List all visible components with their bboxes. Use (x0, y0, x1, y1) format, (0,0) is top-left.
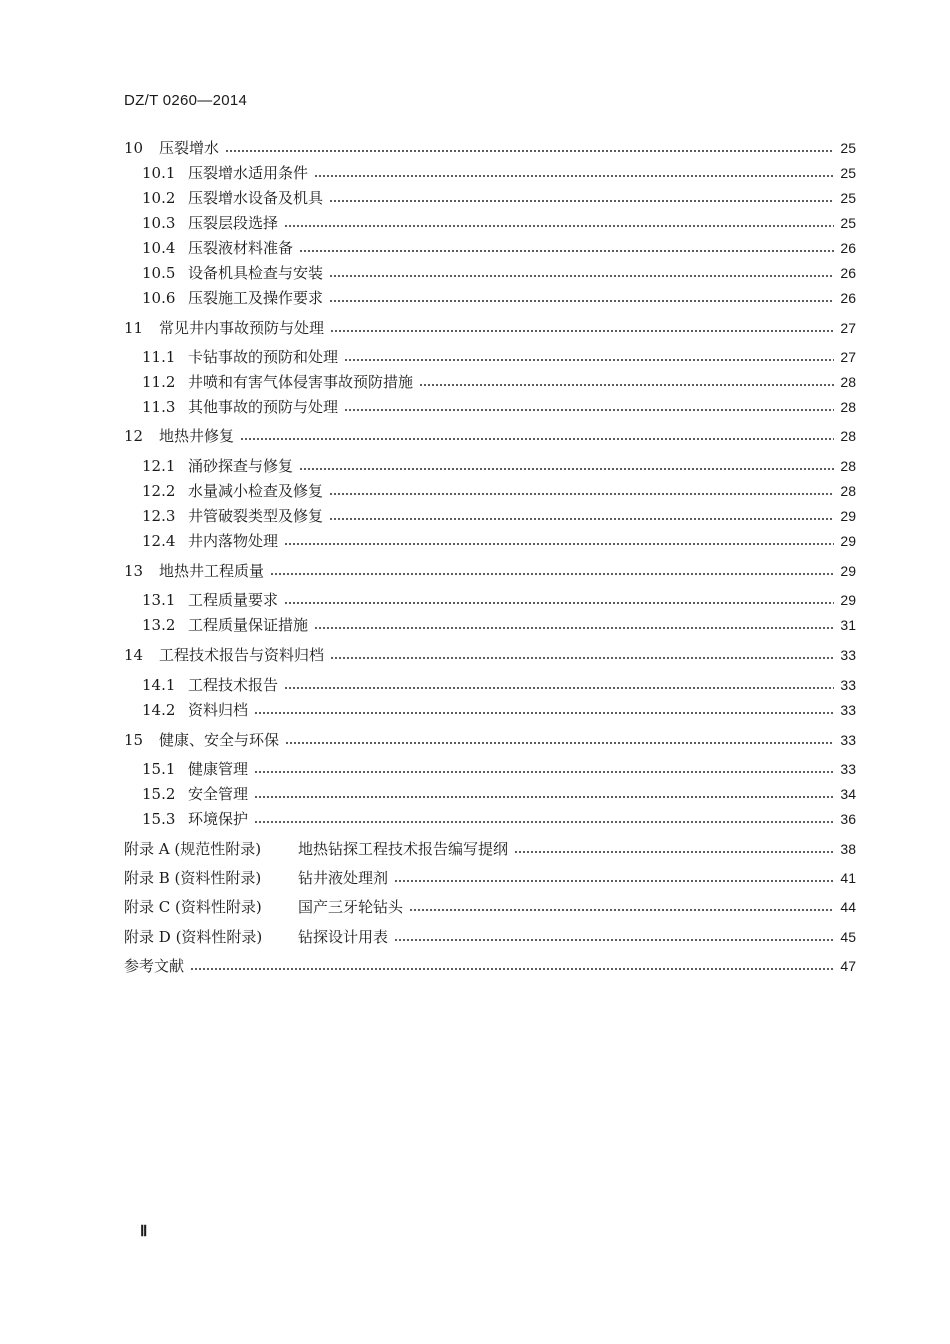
toc-entry[interactable] (124, 955, 856, 977)
toc-entry-title: 健康、安全与环保 (159, 731, 280, 749)
toc-entry[interactable] (124, 212, 856, 234)
toc-entry-number: 15.1 (142, 760, 176, 778)
toc-entry-page: 28 (840, 399, 856, 415)
toc-entry-number: 14.1 (142, 676, 176, 694)
toc-entry[interactable] (124, 187, 856, 209)
toc-entry-page: 33 (840, 647, 856, 663)
dot-leader (329, 262, 834, 284)
dot-leader (270, 560, 834, 582)
toc-entry-number: 14.2 (142, 701, 176, 719)
toc-entry-page: 26 (840, 265, 856, 281)
toc-entry[interactable] (124, 530, 856, 552)
toc-entry[interactable] (124, 505, 856, 527)
toc-entry-number: 附录 D (资料性附录) (124, 928, 263, 946)
toc-entry-number: 12.1 (142, 457, 176, 475)
toc-entry-page: 45 (840, 929, 856, 945)
toc-entry-page: 27 (840, 320, 856, 336)
table-of-contents (124, 0, 856, 1000)
toc-entry-title: 压裂增水适用条件 (188, 164, 309, 182)
toc-entry-page: 44 (840, 899, 856, 915)
toc-entry[interactable] (124, 455, 856, 477)
dot-leader (329, 505, 834, 527)
toc-entry-number: 12.2 (142, 482, 176, 500)
toc-entry-page: 38 (840, 841, 856, 857)
toc-entry-page: 28 (840, 374, 856, 390)
toc-entry-number: 13.2 (142, 616, 176, 634)
toc-entry-page: 33 (840, 677, 856, 693)
toc-entry[interactable] (124, 346, 856, 368)
toc-entry-page: 31 (840, 617, 856, 633)
toc-entry[interactable] (124, 237, 856, 259)
toc-entry-title: 压裂液材料准备 (188, 239, 294, 257)
toc-entry-page: 25 (840, 165, 856, 181)
toc-entry-title: 压裂施工及操作要求 (188, 289, 324, 307)
toc-entry-title: 资料归档 (188, 701, 249, 719)
toc-entry[interactable] (124, 560, 856, 582)
toc-entry[interactable] (124, 729, 856, 751)
toc-entry-page: 34 (840, 786, 856, 802)
dot-leader (190, 955, 834, 977)
toc-entry-title: 工程质量保证措施 (188, 616, 309, 634)
document-code: DZ/T 0260—2014 (124, 92, 248, 109)
toc-entry-page: 26 (840, 240, 856, 256)
toc-entry[interactable] (124, 371, 856, 393)
toc-entry[interactable] (124, 783, 856, 805)
toc-entry-number: 附录 B (资料性附录) (124, 869, 262, 887)
dot-leader (284, 674, 834, 696)
toc-entry-title: 地热井修复 (159, 427, 235, 445)
toc-entry-title: 环境保护 (188, 810, 249, 828)
toc-entry-page: 33 (840, 761, 856, 777)
dot-leader (314, 614, 834, 636)
page-folio: Ⅱ (140, 1224, 148, 1240)
toc-entry[interactable] (124, 867, 856, 889)
toc-entry-page: 28 (840, 428, 856, 444)
toc-entry-number: 附录 A (规范性附录) (124, 840, 262, 858)
toc-entry-number: 14 (124, 646, 144, 664)
toc-entry-title: 压裂增水 (159, 139, 220, 157)
toc-entry-title: 国产三牙轮钻头 (298, 898, 404, 916)
toc-entry-page: 28 (840, 483, 856, 499)
toc-entry-page: 28 (840, 458, 856, 474)
dot-leader (299, 237, 834, 259)
dot-leader (240, 425, 834, 447)
toc-entry-page: 29 (840, 592, 856, 608)
toc-entry-number: 附录 C (资料性附录) (124, 898, 262, 916)
toc-entry-number: 12.4 (142, 532, 176, 550)
toc-entry-number: 12.3 (142, 507, 176, 525)
toc-entry-title: 钻探设计用表 (298, 928, 389, 946)
toc-entry-number: 10.4 (142, 239, 176, 257)
dot-leader (344, 396, 834, 418)
toc-entry[interactable] (124, 699, 856, 721)
dot-leader (314, 162, 834, 184)
dot-leader (284, 530, 834, 552)
toc-entry-number: 10.2 (142, 189, 176, 207)
toc-entry-number: 13 (124, 562, 144, 580)
toc-entry[interactable] (124, 480, 856, 502)
toc-entry-title: 安全管理 (188, 785, 249, 803)
toc-entry[interactable] (124, 589, 856, 611)
dot-leader (284, 589, 834, 611)
toc-entry[interactable] (124, 614, 856, 636)
toc-entry[interactable] (124, 396, 856, 418)
toc-entry-title: 地热井工程质量 (159, 562, 265, 580)
toc-entry-page: 41 (840, 870, 856, 886)
dot-leader (394, 926, 834, 948)
dot-leader (330, 644, 834, 666)
toc-entry-number: 10.5 (142, 264, 176, 282)
toc-entry-number: 10 (124, 139, 144, 157)
toc-entry-title: 井内落物处理 (188, 532, 279, 550)
toc-entry[interactable] (124, 926, 856, 948)
toc-entry[interactable] (124, 162, 856, 184)
dot-leader (330, 317, 834, 339)
toc-entry-number: 11 (124, 319, 144, 337)
toc-entry-title: 井喷和有害气体侵害事故预防措施 (188, 373, 414, 391)
toc-entry-page: 33 (840, 702, 856, 718)
toc-entry-title: 健康管理 (188, 760, 249, 778)
dot-leader (409, 896, 834, 918)
dot-leader (254, 699, 834, 721)
toc-entry-title: 工程质量要求 (188, 591, 279, 609)
toc-entry-number: 15 (124, 731, 144, 749)
toc-entry[interactable] (124, 896, 856, 918)
toc-entry-number: 13.1 (142, 591, 176, 609)
toc-entry[interactable] (124, 644, 856, 666)
toc-entry-page: 25 (840, 215, 856, 231)
toc-entry-page: 29 (840, 563, 856, 579)
dot-leader (254, 808, 834, 830)
dot-leader (344, 346, 834, 368)
toc-entry-title: 涌砂探查与修复 (188, 457, 294, 475)
toc-entry[interactable] (124, 674, 856, 696)
toc-entry-title: 其他事故的预防与处理 (188, 398, 339, 416)
toc-entry-title: 地热钻探工程技术报告编写提纲 (298, 840, 509, 858)
dot-leader (329, 187, 834, 209)
toc-entry[interactable] (124, 808, 856, 830)
dot-leader (254, 783, 834, 805)
toc-entry-title: 钻井液处理剂 (298, 869, 389, 887)
toc-entry-title: 工程技术报告与资料归档 (159, 646, 325, 664)
toc-entry-number: 15.2 (142, 785, 176, 803)
toc-entry-number: 10.6 (142, 289, 176, 307)
toc-entry-page: 36 (840, 811, 856, 827)
toc-entry-title: 压裂层段选择 (188, 214, 279, 232)
dot-leader (284, 212, 834, 234)
toc-entry-page: 33 (840, 732, 856, 748)
dot-leader (329, 287, 834, 309)
dot-leader (285, 729, 834, 751)
toc-entry[interactable] (124, 317, 856, 339)
toc-entry-number: 11.3 (142, 398, 176, 416)
toc-entry-number: 12 (124, 427, 144, 445)
toc-entry[interactable] (124, 287, 856, 309)
toc-entry-title: 井管破裂类型及修复 (188, 507, 324, 525)
toc-entry-page: 29 (840, 508, 856, 524)
toc-entry-number: 11.1 (142, 348, 176, 366)
dot-leader (225, 137, 834, 159)
toc-entry-page: 27 (840, 349, 856, 365)
toc-entry-page: 26 (840, 290, 856, 306)
toc-entry-page: 29 (840, 533, 856, 549)
toc-entry-page: 25 (840, 140, 856, 156)
dot-leader (514, 838, 834, 860)
toc-entry-title: 水量减小检查及修复 (188, 482, 324, 500)
toc-entry[interactable] (124, 758, 856, 780)
toc-entry-number: 10.1 (142, 164, 176, 182)
toc-entry-title: 参考文献 (124, 957, 185, 975)
toc-entry[interactable] (124, 425, 856, 447)
toc-entry-title: 压裂增水设备及机具 (188, 189, 324, 207)
toc-entry-number: 10.3 (142, 214, 176, 232)
dot-leader (254, 758, 834, 780)
dot-leader (299, 455, 834, 477)
toc-entry-page: 25 (840, 190, 856, 206)
toc-entry[interactable] (124, 838, 856, 860)
toc-entry-number: 15.3 (142, 810, 176, 828)
toc-entry-title: 设备机具检查与安装 (188, 264, 324, 282)
dot-leader (329, 480, 834, 502)
toc-entry-title: 工程技术报告 (188, 676, 279, 694)
toc-entry[interactable] (124, 262, 856, 284)
toc-entry-number: 11.2 (142, 373, 176, 391)
toc-entry-title: 常见井内事故预防与处理 (159, 319, 325, 337)
dot-leader (394, 867, 834, 889)
toc-entry-page: 47 (840, 958, 856, 974)
toc-entry-title: 卡钻事故的预防和处理 (188, 348, 339, 366)
toc-entry[interactable] (124, 137, 856, 159)
dot-leader (419, 371, 834, 393)
